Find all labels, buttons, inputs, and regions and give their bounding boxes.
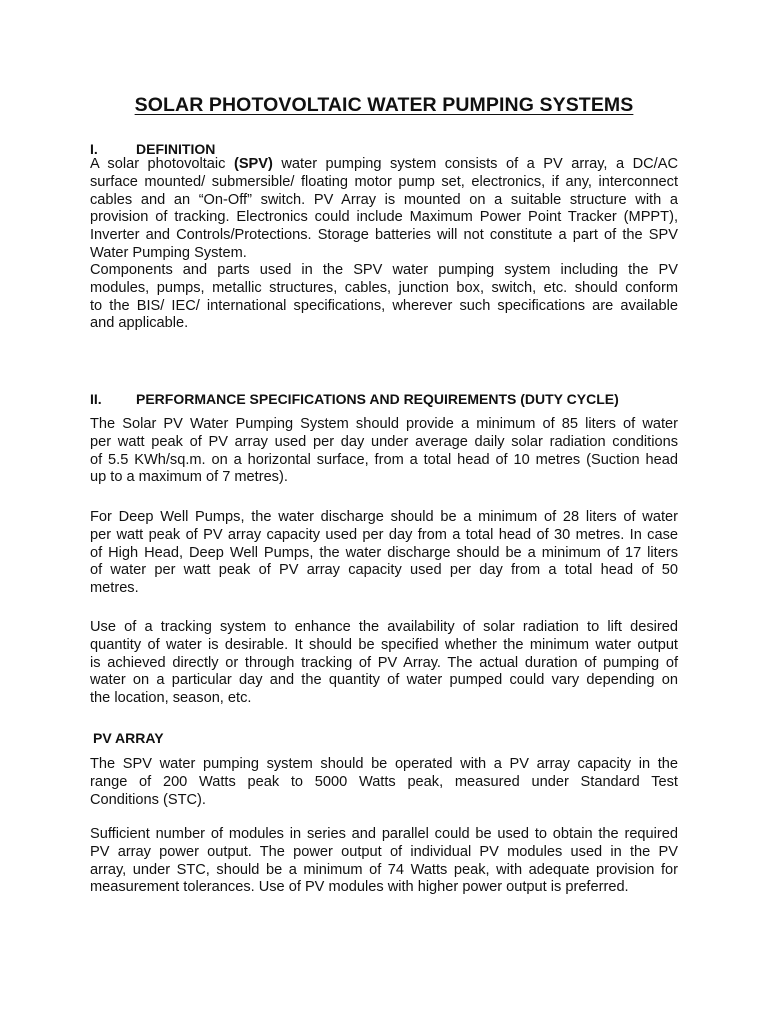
paragraph xyxy=(90,416,678,487)
text-line xyxy=(90,469,678,487)
text-run: Use of a tracking system to enhance the availability of solar radiation to lift desired xyxy=(90,619,678,635)
document-title: SOLAR PHOTOVOLTAIC WATER PUMPING SYSTEMS xyxy=(134,94,634,116)
text-run: surface mounted/ submersible/ floating motor pump set, electronics, if any, interconnect xyxy=(90,173,678,190)
text-line xyxy=(90,862,678,880)
text-run: and applicable. xyxy=(90,315,189,332)
text-line xyxy=(90,844,678,862)
text-run: range of 200 Watts peak to 5000 Watts peak, measured under Standard Test xyxy=(90,773,678,790)
text-run: Sufficient number of modules in series and parallel could be used to obtain the required xyxy=(90,826,678,842)
section-number: II. xyxy=(90,391,102,407)
text-run: metres. xyxy=(90,580,139,596)
text-run: modules, pumps, metallic structures, cables, junction box, switch, etc. should conform xyxy=(90,279,678,296)
text-run: measurement tolerances. Use of PV modules with higher power output is preferred. xyxy=(90,879,629,896)
text-line xyxy=(90,174,678,192)
text-line xyxy=(90,262,678,280)
section-heading-definition xyxy=(90,141,215,157)
text-run: PV array power output. The power output of individual PV modules used in the PV xyxy=(90,843,678,860)
text-line xyxy=(90,580,678,598)
text-run: A solar photovoltaic xyxy=(90,156,234,172)
section-title: PV ARRAY xyxy=(93,730,164,746)
text-run: Water Pumping System. xyxy=(90,244,247,261)
paragraph xyxy=(90,509,678,598)
paragraph xyxy=(90,156,678,263)
text-run: The SPV water pumping system should be operated with a PV array capacity in the xyxy=(90,756,678,772)
section-number: I. xyxy=(90,141,98,157)
text-line xyxy=(90,509,678,527)
text-line xyxy=(90,562,678,580)
text-line xyxy=(90,227,678,245)
text-line xyxy=(90,619,678,637)
text-line xyxy=(90,245,678,263)
text-run: water on a particular day and the quantity of water pumped could vary depending on xyxy=(90,672,678,689)
text-line xyxy=(90,434,678,452)
text-line xyxy=(90,774,678,792)
section-heading-pv-array xyxy=(93,730,164,746)
paragraph xyxy=(90,619,678,708)
text-run: provision of tracking. Electronics could include Maximum Power Point Tracker (MPPT), xyxy=(90,209,678,226)
text-line xyxy=(90,209,678,227)
text-line xyxy=(90,280,678,298)
text-run: up to a maximum of 7 metres). xyxy=(90,469,288,486)
section-title: DEFINITION xyxy=(136,141,216,157)
text-run: per watt peak of PV array used per day under average daily solar radiation conditions xyxy=(90,433,678,450)
text-run: per watt peak of PV array capacity used per day from a total head of 30 metres. In case xyxy=(90,526,678,543)
text-line xyxy=(90,315,678,333)
text-line xyxy=(90,156,678,174)
text-run: of High Head, Deep Well Pumps, the water discharge should be a minimum of 17 liters xyxy=(90,544,678,561)
text-run: Components and parts used in the SPV water pumping system including the PV xyxy=(90,262,678,278)
text-line xyxy=(90,298,678,316)
text-run: Inverter and Controls/Protections. Storage batteries will not constitute a part of the SPV xyxy=(90,227,678,243)
text-line xyxy=(90,792,678,810)
paragraph xyxy=(90,826,678,897)
text-run: water pumping system consists of a PV array, a DC/AC xyxy=(272,156,678,172)
paragraph xyxy=(90,262,678,333)
text-run: quantity of water is desirable. It should be specified whether the minimum water output xyxy=(90,636,678,653)
text-line xyxy=(90,545,678,563)
text-line xyxy=(90,879,678,897)
text-line xyxy=(90,637,678,655)
bold-term: (SPV) xyxy=(233,156,273,172)
text-line xyxy=(90,672,678,690)
text-run: of 5.5 KWh/sq.m. on a horizontal surface, from a total head of 10 metres (Suction head xyxy=(90,451,678,468)
text-run: of water per watt peak of PV array capacity used per day from a total head of 50 xyxy=(90,562,678,579)
text-line xyxy=(90,756,678,774)
text-run: cables and an “On-Off” switch. PV Array is mounted on a suitable structure with a xyxy=(90,191,678,208)
text-run: the location, season, etc. xyxy=(90,690,252,706)
text-run: array, under STC, should be a minimum of 74 Watts peak, with adequate provision for xyxy=(90,861,678,878)
text-line xyxy=(90,690,678,708)
section-title: PERFORMANCE SPECIFICATIONS AND REQUIREMENTS (DUTY CYCLE) xyxy=(136,391,619,407)
text-run: is achieved directly or through tracking of PV Array. The actual duration of pumping of xyxy=(90,654,678,671)
text-line xyxy=(90,416,678,434)
text-line xyxy=(90,655,678,673)
paragraph xyxy=(90,756,678,809)
text-run: Conditions (STC). xyxy=(90,791,206,808)
text-line xyxy=(90,192,678,210)
text-line xyxy=(90,826,678,844)
text-line xyxy=(90,527,678,545)
section-heading-performance xyxy=(90,391,619,407)
text-run: For Deep Well Pumps, the water discharge should be a minimum of 28 liters of water xyxy=(90,509,678,525)
text-line xyxy=(90,452,678,470)
text-run: to the BIS/ IEC/ international specifications, wherever such specifications are available xyxy=(90,297,678,314)
text-run: The Solar PV Water Pumping System should provide a minimum of 85 liters of water xyxy=(90,416,678,432)
